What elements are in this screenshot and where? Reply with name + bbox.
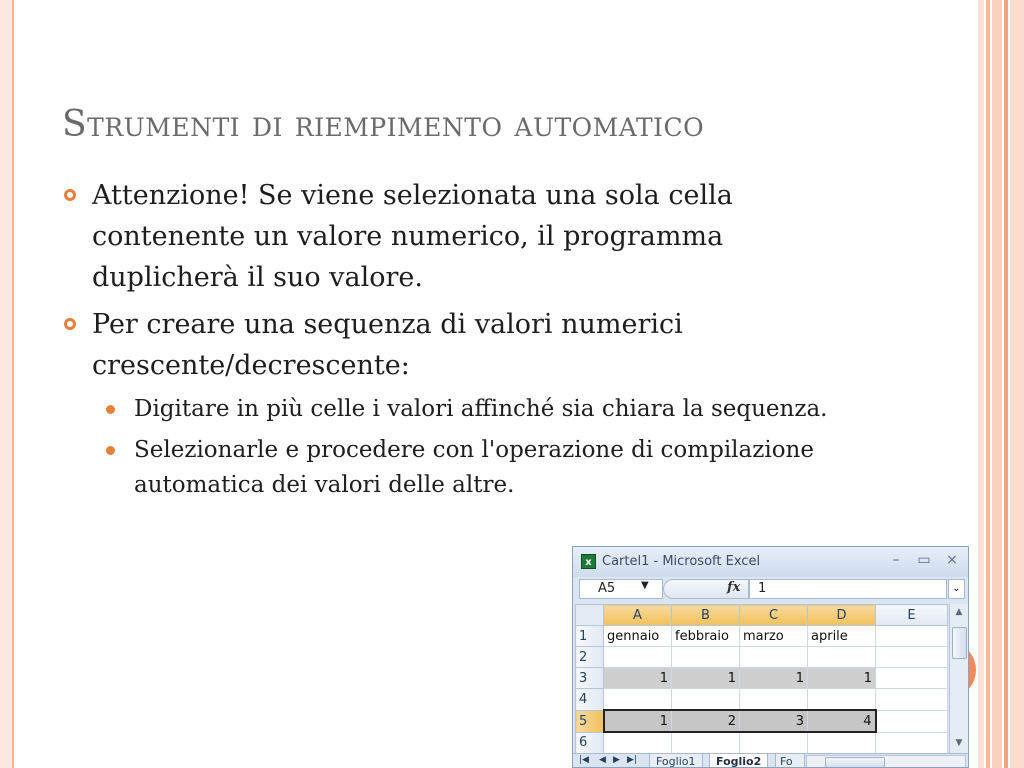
excel-titlebar[interactable] [573,547,968,577]
column-header[interactable]: C [740,605,808,626]
vertical-scrollbar[interactable] [949,604,968,753]
cell[interactable]: 1 [672,668,740,689]
column-header[interactable]: E [876,605,948,626]
sheet-tab-bar [573,753,968,768]
row-header[interactable]: 5 [576,710,604,732]
sub-bullet-text: Digitare in più celle i valori affinché sia chiara la sequenza. [134,396,828,422]
bullet-ring-icon [64,189,76,201]
cell[interactable]: aprile [808,626,876,647]
formula-bar [573,577,968,602]
hscroll-thumb[interactable] [825,757,885,768]
bullet-dot-icon [106,446,115,455]
cell[interactable] [876,647,948,668]
bullet-ring-icon [64,318,76,330]
cell[interactable] [672,647,740,668]
scroll-down-icon[interactable]: ▼ [955,738,963,748]
cell[interactable] [876,689,948,711]
restore-button[interactable]: ▭ [917,552,931,568]
slide-title: Strumenti di riempimento automatico [62,104,705,145]
cell[interactable] [672,689,740,711]
formula-input[interactable]: 1 [749,579,947,599]
cell[interactable]: febbraio [672,626,740,647]
spreadsheet-grid [575,604,948,754]
cell[interactable] [740,647,808,668]
cell[interactable] [740,732,808,754]
bullet-item [62,175,842,298]
select-all-corner[interactable] [576,605,604,626]
bullet-item [62,304,842,386]
cell[interactable]: 1 [740,668,808,689]
selected-cell[interactable]: 3 [740,710,808,732]
minimize-button[interactable]: – [892,552,900,568]
selected-cell[interactable]: 4 [808,710,876,732]
table-row [576,732,948,754]
table-row [576,626,948,647]
cell[interactable] [740,689,808,711]
cell[interactable] [876,710,948,732]
sheet-tab[interactable]: Fo [775,754,805,768]
bullet-text: Attenzione! Se viene selezionata una sola cella contenente un valore numerico, il programma duplicherà il suo valore. [92,180,733,293]
next-sheet-icon[interactable]: ▶ [613,755,620,765]
row-header[interactable]: 2 [576,647,604,668]
table-row [576,647,948,668]
sheet-tab[interactable]: Foglio1 [649,754,703,768]
cell[interactable]: 1 [808,668,876,689]
slide-right-decoration [978,0,1024,768]
row-header[interactable]: 6 [576,732,604,754]
expand-formula-bar-button[interactable]: ⌄ [948,579,965,599]
cell[interactable] [808,689,876,711]
cell[interactable] [876,626,948,647]
row-header[interactable]: 3 [576,668,604,689]
selected-cell[interactable]: 2 [672,710,740,732]
selected-cell[interactable]: 1 [604,710,672,732]
bullet-list [62,175,842,509]
sheet-tab-active[interactable]: Foglio2 [709,754,768,768]
row-header[interactable]: 4 [576,689,604,711]
excel-logo-icon: x [581,554,596,569]
scroll-thumb[interactable] [952,627,967,659]
sub-bullet-item [104,433,842,503]
excel-window [572,546,969,768]
sub-bullet-text: Selezionarle e procedere con l'operazione di compilazione automatica dei valori delle altre. [134,437,814,498]
slide-left-border [0,0,14,768]
cell[interactable] [672,732,740,754]
window-title: Cartel1 - Microsoft Excel [602,554,761,569]
horizontal-scrollbar[interactable] [806,755,966,768]
bullet-text: Per creare una sequenza di valori numerici crescente/decrescente: [92,309,683,381]
row-header[interactable]: 1 [576,626,604,647]
column-header[interactable]: B [672,605,740,626]
cell[interactable] [808,732,876,754]
close-button[interactable]: × [946,552,958,568]
name-box-dropdown-icon[interactable]: ▼ [641,580,649,591]
cell[interactable]: 1 [604,668,672,689]
scroll-up-icon[interactable]: ▲ [955,607,963,617]
cell[interactable] [808,647,876,668]
column-header-row [576,605,948,626]
first-sheet-icon[interactable]: |◀ [579,755,589,765]
cell[interactable] [876,732,948,754]
column-header[interactable]: D [808,605,876,626]
cell[interactable] [604,689,672,711]
bullet-dot-icon [106,405,115,414]
table-row [576,710,948,732]
cell[interactable] [876,668,948,689]
sub-bullet-item [104,392,842,427]
table-row [576,689,948,711]
prev-sheet-icon[interactable]: ◀ [599,755,606,765]
cell[interactable] [604,732,672,754]
table-row [576,668,948,689]
last-sheet-icon[interactable]: ▶| [627,755,637,765]
name-box[interactable]: A5 [579,579,663,599]
cell[interactable]: gennaio [604,626,672,647]
insert-function-button[interactable]: fx [727,580,741,595]
cell[interactable] [604,647,672,668]
column-header[interactable]: A [604,605,672,626]
cell[interactable]: marzo [740,626,808,647]
